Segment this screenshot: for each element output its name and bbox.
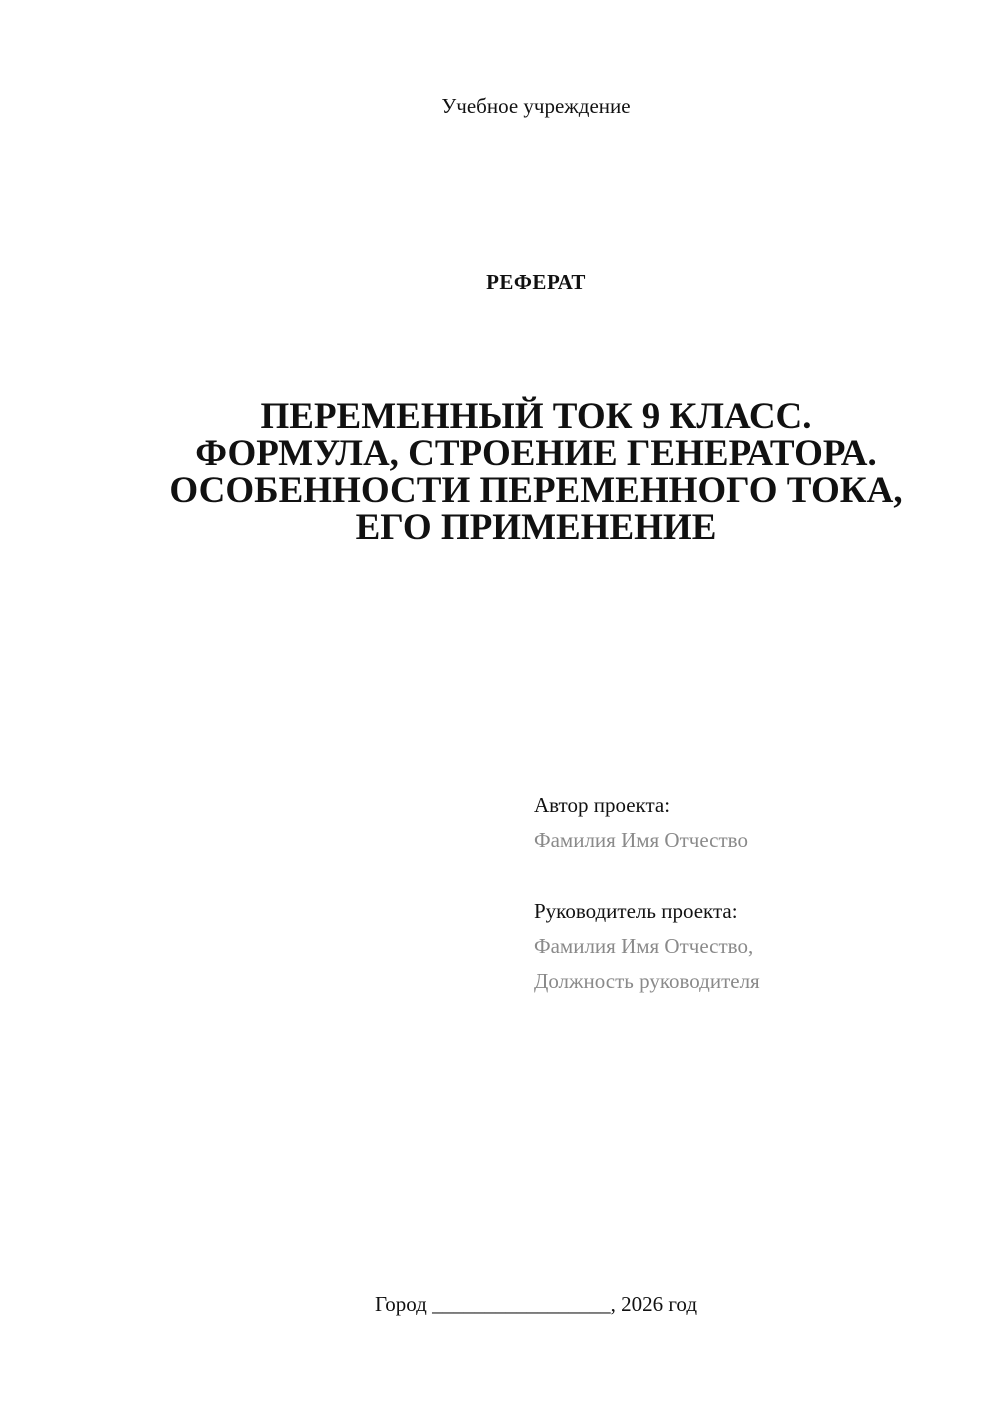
supervisor-label: Руководитель проекта: [534, 899, 738, 923]
title-line: ЕГО ПРИМЕНЕНИЕ [355, 507, 717, 548]
author-name: Фамилия Имя Отчество [534, 828, 748, 852]
supervisor-name: Фамилия Имя Отчество, [534, 934, 754, 958]
city-year-line: Город _________________, 2026 год [374, 1292, 698, 1316]
document-type: РЕФЕРАТ [486, 270, 586, 294]
supervisor-position: Должность руководителя [534, 969, 760, 993]
title-line: ПЕРЕМЕННЫЙ ТОК 9 КЛАСС. [260, 396, 812, 437]
title-line: ФОРМУЛА, СТРОЕНИЕ ГЕНЕРАТОРА. [195, 433, 877, 474]
title-line: ОСОБЕННОСТИ ПЕРЕМЕННОГО ТОКА, [169, 470, 903, 511]
institution-name: Учебное учреждение [441, 94, 631, 118]
authors-block [534, 788, 974, 999]
authors-spacer [534, 858, 974, 894]
author-label: Автор проекта: [534, 793, 671, 817]
document-title [140, 398, 932, 546]
